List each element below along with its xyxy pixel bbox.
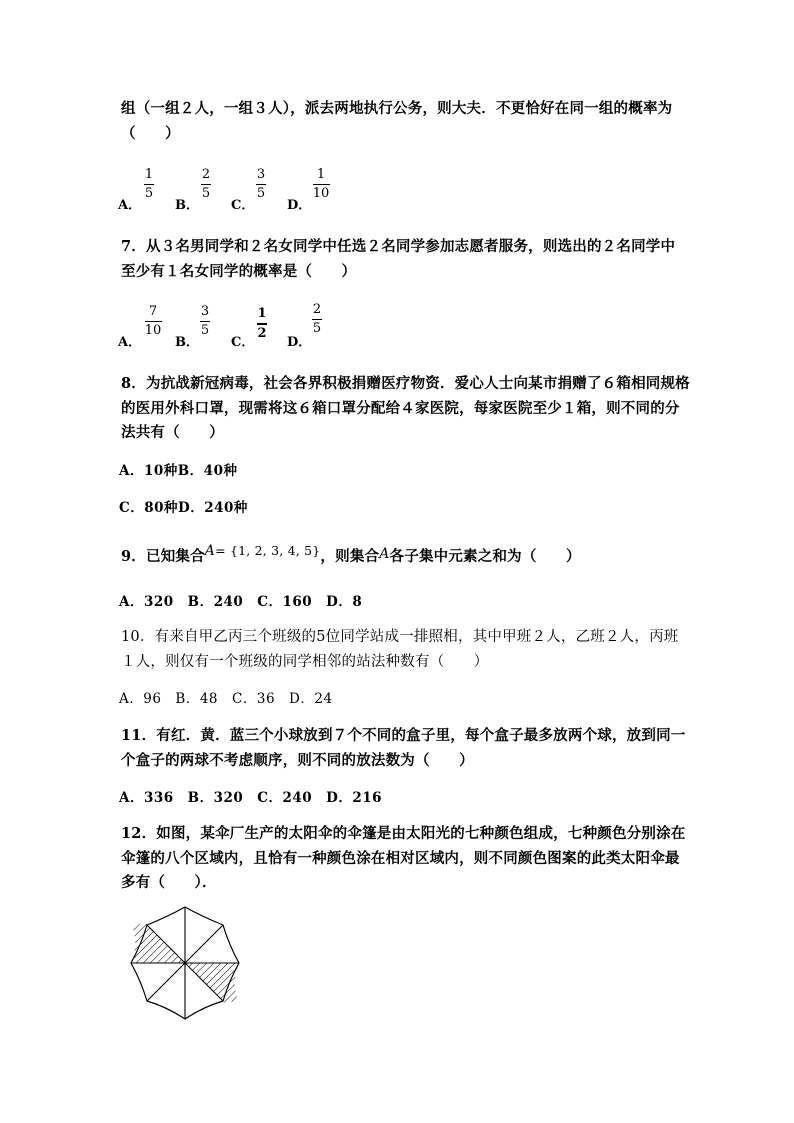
q10-options: A．96 B．48 C．36 D．24: [119, 691, 333, 707]
fraction-bar: [312, 319, 322, 320]
q8-line-3: 法共有（ ）: [121, 424, 224, 441]
denominator: 5: [312, 321, 322, 336]
fraction-bar: [256, 184, 266, 185]
q8-line-2: 的医用外科口罩，现需将这６箱口罩分配给４家医院，每家医院至少１箱，则不同的分: [121, 400, 680, 417]
denominator: 10: [312, 186, 330, 201]
q10-line-2: １人，则仅有一个班级的同学相邻的站法种数有（ ）: [121, 654, 489, 670]
q7-option-a-fraction: [141, 304, 165, 339]
q9-suffix: 各子集中元素之和为（ ）: [389, 548, 581, 565]
numerator: 1: [316, 167, 326, 182]
q7-option-a-label: A．: [118, 335, 142, 350]
q6-line-2: （ ）: [121, 125, 180, 142]
numerator: 1: [257, 306, 267, 321]
denominator: 2: [257, 326, 267, 341]
q12-line-3: 多有（ ）．: [121, 874, 217, 891]
umbrella-diagram: [125, 903, 245, 1023]
hatched-region-lower-right: [185, 963, 239, 1003]
denominator: 10: [144, 323, 162, 338]
q8-line-1: 8．为抗战新冠病毒，社会各界积极捐赠医疗物资．爱心人士向某市捐赠了６箱相同规格: [121, 375, 690, 392]
q11-line-1: 11．有红．黄．蓝三个小球放到７个不同的盒子里，每个盒子最多放两个球，放到同一: [121, 727, 686, 744]
q7-option-b-label: B．: [175, 335, 199, 350]
denominator: 5: [144, 186, 154, 201]
denominator: 5: [201, 186, 211, 201]
fraction-bar: [313, 184, 330, 185]
q8-options-cd: C．80种D．240种: [119, 500, 248, 516]
fraction-bar: [201, 184, 211, 185]
q9-options: A．320 B．240 C．160 D．8: [119, 594, 363, 610]
q6-option-c-fraction: [249, 167, 273, 202]
q6-option-a-fraction: [137, 167, 161, 202]
fraction-bar: [144, 184, 154, 185]
q7-option-b-fraction: [193, 304, 217, 339]
q7-option-d-label: D．: [287, 335, 312, 350]
q12-line-1: 12．如图，某伞厂生产的太阳伞的伞篷是由太阳光的七种颜色组成，七种颜色分别涂在: [121, 825, 686, 842]
numerator: 2: [312, 302, 322, 317]
fraction-bar: [257, 323, 267, 325]
q9-set-definition: = {1, 2, 3, 4, 5}: [215, 543, 321, 558]
numerator: 2: [201, 167, 211, 182]
q9-set-variable: A: [204, 543, 216, 559]
q6-option-d-fraction: [309, 167, 333, 202]
q6-option-b-label: B．: [175, 198, 199, 213]
q7-option-c-label: C．: [231, 335, 255, 350]
fraction-bar: [145, 321, 162, 322]
numerator: 7: [148, 304, 158, 319]
q10-line-1: 10．有来自甲乙丙三个班级的5位同学站成一排照相，其中甲班２人，乙班２人，丙班: [121, 629, 679, 645]
fraction-bar: [200, 321, 210, 322]
q6-option-d-label: D．: [287, 198, 312, 213]
hatched-region-upper-left: [131, 923, 185, 963]
q7-option-c-fraction: [250, 306, 274, 342]
q12-line-2: 伞篷的八个区域内，且恰有一种颜色涂在相对区域内，则不同颜色图案的此类太阳伞最: [121, 850, 680, 867]
umbrella-ribs: [131, 907, 239, 1019]
numerator: 3: [256, 167, 266, 182]
q7-line-1: 7．从３名男同学和２名女同学中任选２名同学参加志愿者服务，则选出的２名同学中: [121, 238, 676, 255]
q9-middle: ，则集合: [320, 548, 380, 565]
q6-option-b-fraction: [194, 167, 218, 202]
numerator: 3: [200, 304, 210, 319]
q6-option-c-label: C．: [231, 198, 255, 213]
q6-line-1: 组（一组２人，一组３人），派去两地执行公务，则大夫．不更恰好在同一组的概率为: [121, 100, 673, 117]
q7-option-d-fraction: [305, 302, 329, 337]
denominator: 5: [200, 323, 210, 338]
numerator: 1: [144, 167, 154, 182]
denominator: 5: [256, 186, 266, 201]
q6-option-a-label: A．: [118, 198, 142, 213]
q9-variable: A: [379, 546, 390, 562]
q11-options: A．336 B．320 C．240 D．216: [119, 790, 383, 806]
q9-stem: [121, 545, 581, 566]
q7-line-2: 至少有１名女同学的概率是（ ）: [121, 263, 357, 280]
q8-options-ab: A．10种B．40种: [119, 463, 238, 479]
q9-prefix: 9．已知集合: [121, 548, 205, 565]
q11-line-2: 个盒子的两球不考虑顺序，则不同的放法数为（ ）: [121, 752, 474, 769]
